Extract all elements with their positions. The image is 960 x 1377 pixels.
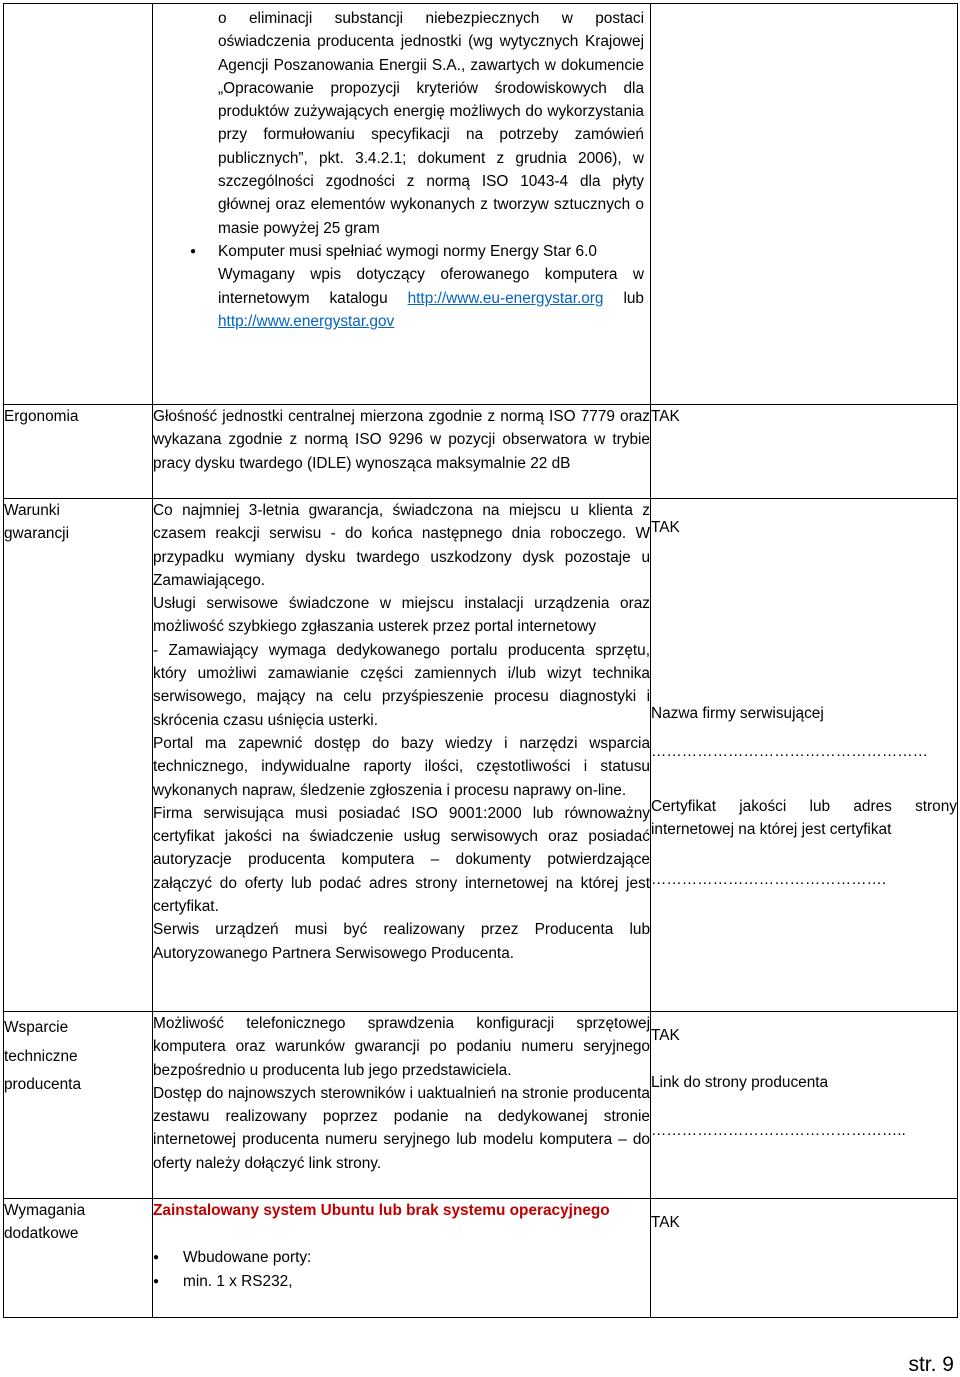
offer-tak: TAK	[651, 1214, 680, 1231]
energystar-gov-link[interactable]: http://www.energystar.gov	[218, 312, 395, 330]
page-number: str. 9	[908, 1353, 954, 1376]
offer-cell-empty	[651, 4, 958, 405]
requirement-cell	[153, 1199, 651, 1318]
certificate-dots: ……………………………………….	[651, 871, 887, 889]
requirement-text: Firma serwisująca musi posiadać ISO 9001:2000 lub równoważny certyfikat jakości na świadczenie usług serwisowych oraz posiadać autoryzacje producenta komputera – dokumenty potwierdzające załączyć do oferty lub podać adres strony internetowej na której jest certyfikat.	[153, 804, 650, 916]
row-label-wsparcie	[4, 1012, 153, 1199]
row-label-text: Wsparcie	[4, 1019, 69, 1036]
requirement-text: Co najmniej 3-letnia gwarancja, świadczona na miejscu u klienta z czasem reakcji serwisu - do końca następnego dnia roboczego. W przypadku wymiany dysku twardego uszkodzony dysk pozostaje u Zamawiającego.	[153, 502, 650, 589]
requirement-cell	[153, 405, 651, 499]
offer-cell	[651, 405, 958, 499]
requirement-text: Dostęp do najnowszych sterowników i uaktualnień na stronie producenta zestawu realizowany poprzez podanie na dedykowanej stronie internetowej producenta numeru seryjnego lub modelu komputera – do oferty należy dołączyć link strony.	[153, 1084, 650, 1172]
bullet-energy-star: ● Komputer musi spełniać wymogi normy Energy Star 6.0	[153, 240, 644, 263]
offer-tak: TAK	[651, 408, 680, 425]
requirement-cell	[153, 499, 651, 1012]
row-label-gwarancja	[4, 499, 153, 1012]
row-label-text: gwarancji	[4, 525, 70, 543]
row-label-dodatkowe	[4, 1199, 153, 1318]
requirement-cell	[153, 1012, 651, 1199]
service-company-label: Nazwa firmy serwisującej	[651, 705, 824, 723]
requirement-cell	[153, 4, 651, 405]
row-label-text: Wymagania	[4, 1202, 86, 1219]
producer-link-label: Link do strony producenta	[651, 1074, 829, 1092]
offer-tak: TAK	[651, 519, 680, 536]
energy-star-entry	[153, 263, 644, 333]
producer-link-dots: …………………………………………..	[651, 1121, 906, 1139]
service-company-dots: ………………………………………………	[651, 742, 929, 760]
or-text: lub	[623, 289, 644, 307]
table-row	[4, 1012, 958, 1199]
requirement-text: Portal ma zapewnić dostęp do bazy wiedzy i narzędzi wsparcia technicznego, indywidualne raporty ilości, częstotliwości i statusu wykonanych napraw, śledzenie zgłoszenia i procesu naprawy on-line.	[153, 734, 650, 799]
row-label-text: Ergonomia	[4, 408, 79, 425]
requirement-text: - Zamawiający wymaga dedykowanego portalu producenta sprzętu, który umożliwi zamawianie części zamiennych i/lub wizyt technika serwisowego, mający na celu przyśpieszenie procesu diagnostyki i skrócenia czasu uśnięcia usterki.	[153, 641, 650, 729]
table-row	[4, 405, 958, 499]
eu-energystar-link[interactable]: http://www.eu-energystar.org	[407, 289, 604, 307]
catalog-entry-text: Wymagany wpis dotyczący oferowanego komputera w internetowym katalogu	[218, 266, 644, 307]
row-label-text: techniczne	[4, 1047, 78, 1065]
requirement-text: Serwis urządzeń musi być realizowany przez Producenta lub Autoryzowanego Partnera Serwisowego Producenta.	[153, 921, 650, 962]
row-label-text: dodatkowe	[4, 1225, 79, 1243]
requirement-text: o eliminacji substancji niebezpiecznych w postaci oświadczenia producenta jednostki (wg wytycznych Krajowej Agencji Poszanowania Energii S.A., zawartych w dokumencie „Opracowanie propozycji kryteriów środowiskowych dla produktów zużywających energię możliwych do wykorzystania przy formułowaniu specyfikacji na potrzeby zamówień publicznych”, pkt. 3.4.2.1; dokument z grudnia 2006), w szczególności zgodności z normą ISO 1043-4 dla płyty głównej oraz elementów wykonanych z tworzyw sztucznych o masie powyżej 25 gram	[218, 10, 644, 237]
row-label-text: producenta	[4, 1076, 82, 1093]
table-row	[4, 1199, 958, 1318]
certificate-label: Certyfikat jakości lub adres strony internetowej na której jest certyfikat	[651, 797, 957, 839]
requirement-text: Możliwość telefonicznego sprawdzenia konfiguracji sprzętowej komputera oraz warunków gwarancji po podaniu numeru seryjnego bezpośrednio u producenta lub jego przedstawiciela.	[153, 1015, 650, 1079]
row-label-empty	[4, 4, 153, 405]
os-requirement-text: Zainstalowany system Ubuntu lub brak systemu operacyjnego	[153, 1202, 610, 1219]
offer-cell	[651, 1012, 958, 1199]
specification-table	[3, 3, 958, 1318]
offer-cell	[651, 499, 958, 1012]
bullet-ports: ● Wbudowane porty:	[153, 1246, 650, 1269]
row-label-ergonomia	[4, 405, 153, 499]
table-row	[4, 499, 958, 1012]
bullet-rs232: ● min. 1 x RS232,	[153, 1270, 650, 1293]
requirement-text: Głośność jednostki centralnej mierzona zgodnie z normą ISO 7779 oraz wykazana zgodnie z normą ISO 9296 w pozycji obserwatora w trybie pracy dysku twardego (IDLE) wynosząca maksymalnie 22 dB	[153, 408, 650, 472]
offer-cell	[651, 1199, 958, 1318]
requirement-text: Usługi serwisowe świadczone w miejscu instalacji urządzenia oraz możliwość szybkiego zgłaszania usterek przez portal internetowy	[153, 595, 650, 636]
row-label-text: Warunki	[4, 502, 60, 519]
table-row	[4, 4, 958, 405]
offer-tak: TAK	[651, 1027, 680, 1044]
